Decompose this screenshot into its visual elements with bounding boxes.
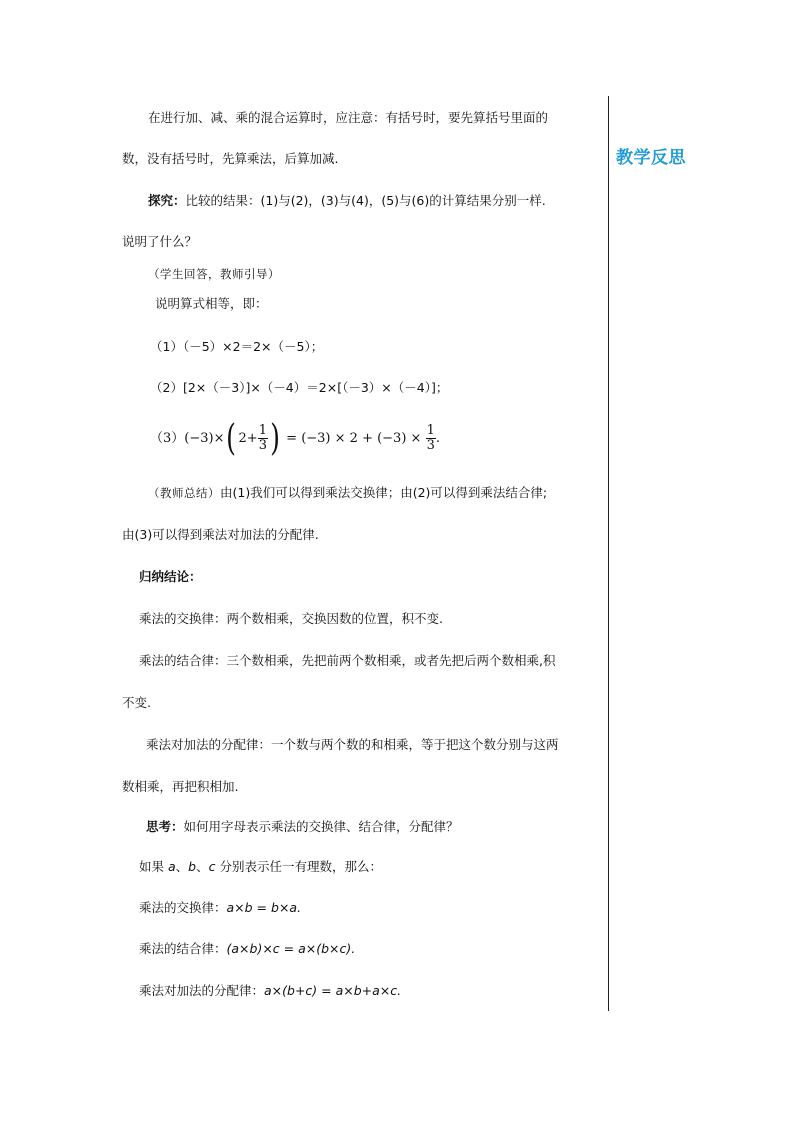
formula-associative: 乘法的结合律：(a×b)×c = a×(b×c). — [139, 941, 356, 956]
law-distributive-line1: 乘法对加法的分配律：一个数与两个数的和相乘，等于把这个数分别与这两 — [146, 737, 559, 752]
equation-3-left: (−3)× — [184, 431, 225, 446]
explore-line — [148, 192, 546, 210]
fraction-one-third-2: $\frac{1}{3}$ — [426, 423, 435, 453]
equation-3-inner: 2+ — [238, 431, 258, 446]
law-commutative: 乘法的交换律：两个数相乘，交换因数的位置，积不变. — [139, 611, 443, 626]
teacher-summary-note: （教师总结） — [148, 486, 220, 500]
paragraph-line: 数，没有括号时，先算乘法，后算加减. — [122, 151, 339, 166]
equation-2: （2）[2×（－3）]×（－4）＝2×[（－3）×（－4）]； — [150, 380, 449, 395]
summary-line-2: 由(3)可以得到乘法对加法的分配律. — [122, 527, 319, 542]
law-distributive-line2: 数相乘，再把积相加. — [122, 779, 239, 794]
law-associative-line1: 乘法的结合律：三个数相乘，先把前两个数相乘，或者先把后两个数相乘,积 — [139, 653, 556, 668]
explain-line: 说明算式相等，即： — [155, 296, 268, 311]
column-divider — [608, 96, 609, 1011]
letters-line: 如果 a、b、c 分别表示任一有理数，那么： — [139, 859, 382, 874]
right-paren-icon: ) — [270, 417, 280, 459]
explore-label: 探究： — [148, 193, 186, 208]
equation-3-mid: = (−3) × 2 + (−3) × — [286, 431, 422, 446]
formula-commutative: 乘法的交换律：a×b = b×a. — [139, 900, 302, 915]
summary-line: （教师总结）由(1)我们可以得到乘法交换律；由(2)可以得到乘法结合律; — [148, 485, 548, 500]
explore-text: 比较的结果：(1)与(2)，(3)与(4)，(5)与(6)的计算结果分别一样. — [185, 193, 546, 208]
explore-question: 说明了什么？ — [122, 234, 198, 249]
equation-1: （1）（－5）×2＝2×（－5）； — [150, 339, 324, 354]
fraction-one-third: $\frac{1}{3}$ — [258, 423, 267, 453]
student-note: （学生回答，教师引导） — [148, 267, 280, 281]
equation-3-label: （3） — [150, 431, 185, 446]
equation-3: （3）(−3)×( 2+ $\frac{1}{3}$ ) = (−3) × 2 + (−3) × $\frac{1}{3}$ . — [150, 417, 440, 459]
side-title-teaching-reflection: 教学反思 — [616, 148, 686, 168]
think-label: 思考： — [146, 819, 184, 834]
paragraph-line: 在进行加、减、乘的混合运算时，应注意：有括号时，要先算括号里面的 — [148, 110, 549, 125]
law-associative-line2: 不变. — [122, 695, 151, 710]
conclusion-heading: 归纳结论： — [139, 569, 202, 584]
left-paren-icon: ( — [226, 417, 237, 459]
formula-distributive: 乘法对加法的分配律：a×(b+c) = a×b+a×c. — [139, 983, 402, 998]
think-line: 思考：如何用字母表示乘法的交换律、结合律，分配律？ — [146, 819, 459, 834]
